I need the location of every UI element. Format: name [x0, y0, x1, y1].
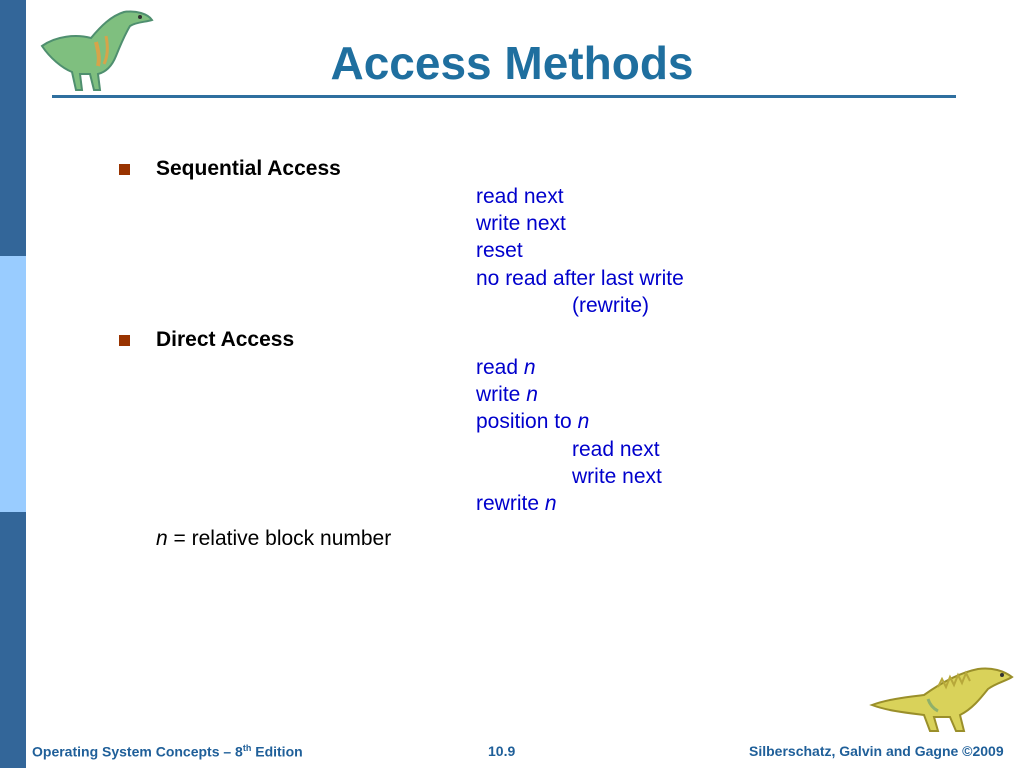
op-direct-1: read n [476, 356, 536, 379]
op-sequential-2: write next [476, 212, 566, 235]
op-sequential-1: read next [476, 185, 564, 208]
heading-sequential-access: Sequential Access [156, 157, 341, 180]
note-relative-block: n = relative block number [156, 527, 392, 550]
footer-book-title: Operating System Concepts – 8th Edition [32, 743, 303, 760]
op-direct-6: rewrite n [476, 492, 557, 515]
op-direct-5: write next [572, 465, 662, 488]
title-divider [52, 95, 956, 98]
sidebar-bottom [0, 512, 26, 768]
heading-direct-access: Direct Access [156, 328, 295, 351]
sidebar-middle [0, 256, 26, 512]
bullet-sequential [119, 164, 130, 175]
op-sequential-5: (rewrite) [572, 294, 649, 317]
footer-page-number: 10.9 [488, 743, 516, 759]
dinosaur-logo-bottom [868, 655, 1016, 735]
footer-authors: Silberschatz, Galvin and Gagne ©2009 [749, 743, 1004, 759]
op-sequential-4: no read after last write [476, 267, 684, 290]
op-sequential-3: reset [476, 239, 523, 262]
op-direct-2: write n [476, 383, 538, 406]
op-direct-4: read next [572, 438, 660, 461]
page-title: Access Methods [330, 37, 694, 89]
op-direct-3: position to n [476, 410, 590, 433]
bullet-direct [119, 335, 130, 346]
